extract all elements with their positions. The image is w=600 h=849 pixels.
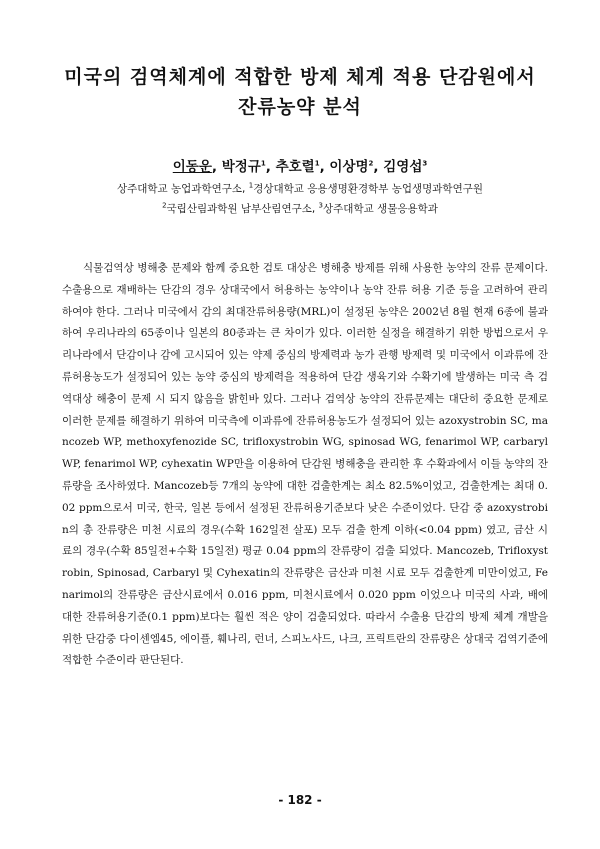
affiliation-line-2 <box>0 201 600 217</box>
paper-title <box>40 62 560 122</box>
author-affil-mark: 2 <box>368 159 374 168</box>
author-list: 이동운, 박정규$^1$, 추호렬$^1$, 이상명$^2$, 김영섭$^3$ <box>172 159 428 175</box>
affiliation-mark: 3 <box>318 201 324 210</box>
affiliation-mark: 1 <box>248 181 254 190</box>
title-line-1: 미국의 검역체계에 적합한 방제 체계 적용 단감원에서 <box>64 66 536 88</box>
affiliation-text: 국립산림과학원 남부산림연구소, <box>166 203 319 215</box>
title-line-2: 잔류농약 분석 <box>238 96 362 118</box>
author-name: 추호렬 <box>275 159 315 175</box>
author-name: 김영섭 <box>383 159 423 175</box>
page-number: - 182 - <box>278 793 322 807</box>
abstract-body: 식물검역상 병해충 문제와 함께 중요한 검토 대상은 병해충 방제를 위해 사용한 농약의 잔류 문제이다. 수출용으로 재배하는 단감의 경우 상대국에서 허용하는 농약이나 농약 잔류 허용 기준 등을 고려하여 관리하여야 한다. 그러나 미국에서 감의 최대잔류허용량(MRL)이 설정된 농약은 2002년 8월 현재 6종에 불과하여 우리나라의 65종이나 일본의 80종과는 큰 차이가 있다. 이러한 실정을 해결하기 위한 방법으로서 우리나라에서 단감이나 감에 고시되어 있는 약제 중심의 방제력과 농가 관행 방제력 및 미국에서 이과류에 잔류허용농도가 설정되어 있는 농약 중심의 방제력을 적용하여 단감 생육기와 수확기에 발생하는 미국 측 검역대상 해충이 문제 시 되지 않음을 밝힌바 있다. 그러나 검역상 농약의 잔류문제는 대단히 중요한 문제로 이러한 문제를 해결하기 위하여 미국측에 이과류에 잔류허용농도가 설정되어 있는 azoxystrobin SC, mancozeb WP, methoxyfenozide SC, trifloxystrobin WG, spinosad WG, fenarimol WP, carbaryl WP, fenarimol WP, cyhexatin WP만을 이용하여 단감원 병해충을 관리한 후 수확과에서 이들 농약의 잔류량을 조사하였다. Mancozeb등 7개의 농약에 대한 검출한계는 최소 82.5%이었고, 검출한계는 최대 0.02 ppm으로서 미국, 한국, 일본 등에서 설정된 잔류허용기준보다 낮은 수준이었다. 단감 중 azoxystrobin의 총 잔류량은 미천 시료의 경우(수확 162일전 살포) 모두 검출 한계 이하(<0.04 ppm) 였고, 금산 시료의 경우(수확 85일전+수확 15일전) 평균 0.04 ppm의 잔류량이 검출 되었다. Mancozeb, Trifloxystrobin, Spinosad, Carbaryl 및 Cyhexatin의 잔류량은 금산과 미천 시료 모두 검출한계 미만이었고, Fenarimol의 잔류량은 금산시료에서 0.016 ppm, 미천시료에서 0.020 ppm 이었으나 미국의 사과, 배에 대한 잔류허용기준(0.1 ppm)보다는 훨씬 적은 양이 검출되었다. 따라서 수출용 단감의 방제 체계 개발을 위한 단감중 다이센엠45, 에이플, 훼나리, 런너, 스피노사드, 나크, 프릭트란의 잔류량은 상대국 검역기준에 적합한 수준이라 판단된다. <box>62 262 548 667</box>
author-name: 이동운 <box>172 159 212 175</box>
author-affil-mark: 1 <box>314 159 320 168</box>
affiliation-mark: 2 <box>162 201 167 210</box>
author-name: 박정규 <box>221 159 261 175</box>
author-affil-mark: 3 <box>422 159 428 168</box>
author-affil-mark: 1 <box>260 159 266 168</box>
author-name: 이상명 <box>329 159 369 175</box>
affiliation-text: 상주대학교 생물응용학과 <box>323 203 438 215</box>
affiliation-line-1 <box>0 181 600 197</box>
affiliation-text: 경상대학교 응용생명환경학부 농업생명과학연구원 <box>253 183 484 195</box>
affiliation-text: 상주대학교 농업과학연구소, <box>116 183 249 195</box>
